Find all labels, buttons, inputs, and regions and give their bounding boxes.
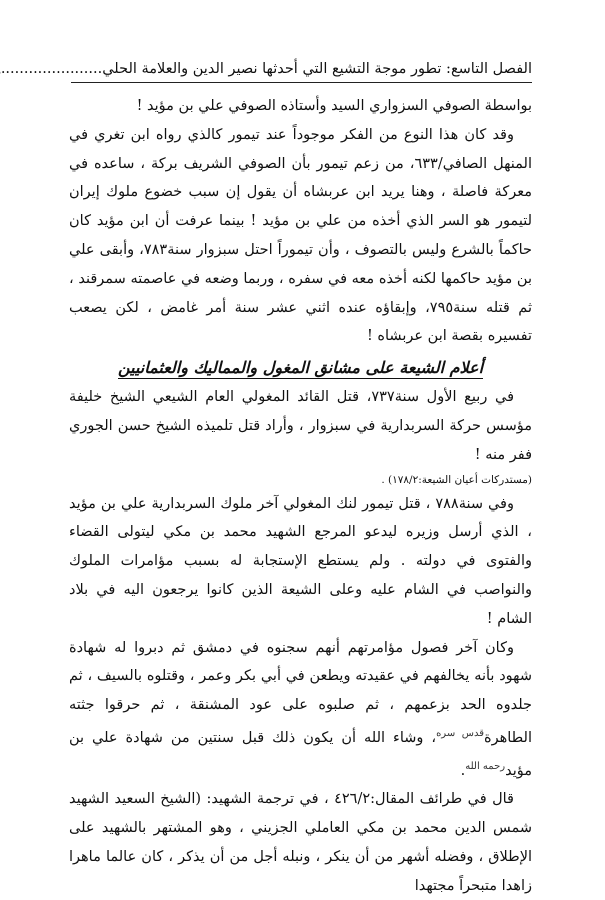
chapter-title: الفصل التاسع: تطور موجة التشيع التي أحدثها نصير الدين والعلامة الحلي...................... <box>1 61 533 77</box>
citation: (مستدركات أعيان الشيعة:١٧٨/٢) . <box>382 473 533 486</box>
salutation-glyph-2: رحمه الله <box>466 760 507 772</box>
page-body <box>70 92 533 900</box>
paragraph-1: بواسطة الصوفي السزواري السيد وأستاذه الصوفي علي بن مؤيد ! <box>137 98 533 114</box>
paragraph-4: وفي سنة٧٨٨ ، قتل تيمور لنك المغولي آخر ملوك السربدارية علي بن مؤيد ، الذي أرسل وزيره ليدعو المرجع الشهيد محمد بن مكي ليتولى القضاء والفتوى في دولته . ولم يستطع الإستجابة له بسبب مؤامرات الملوك والنواصب في الشام عليه وعلى الشيعة الذين كانوا يرجعون اليه في بلاد الشام ! <box>70 495 533 627</box>
header-divider <box>72 82 533 83</box>
paragraph-5-end: . <box>461 762 467 779</box>
section-title <box>70 353 533 383</box>
paragraph-5-continued: ، وشاء الله أن يكون ذلك قبل سنتين من شهادة علي بن مؤيد <box>70 729 533 779</box>
page-header <box>1 58 533 78</box>
paragraph-3: في ربيع الأول سنة٧٣٧، قتل القائد المغولي العام الشيعي الشيخ خليفة مؤسس حركة السربدارية في سبزوار ، وأراد قتل تلميذه الشيخ حسن الجوري ففر منه ! <box>70 389 533 463</box>
page-number <box>0 58 2 78</box>
section-title-text: أعلام الشيعة على مشانق المغول والمماليك والعثمانيين <box>118 358 485 378</box>
paragraph-6: قال في طرائف المقال:٤٢٦/٢ ، في ترجمة الشهيد: (الشيخ السعيد الشهيد شمس الدين محمد بن مكي العاملي الجزيني ، وهو المشتهر بالشهيد على الإطلاق ، وفضله أشهر من أن ينكر ، ونبله أجل من أن يذكر ، كان عالما ماهرا زاهدا متبحراً مجتهدا <box>70 791 533 894</box>
salutation-glyph: قدس سره <box>437 727 485 739</box>
paragraph-5-text: وكان آخر فصول مؤامرتهم أنهم سجنوه في دمشق ثم دبروا له شهادة شهود بأنه يخالفهم في عقيدته ويطعن في أبي بكر وعمر ، وقتلوه بالسيف ، ثم جلدوه الحد بزعمهم ، ثم صلبوه على عود المشنقة ، ثم حرقوا جثته الطاهرة <box>70 639 533 746</box>
paragraph-5 <box>70 634 533 786</box>
paragraph-2: وقد كان هذا النوع من الفكر موجوداً عند تيمور كالذي رواه ابن تغري في المنهل الصافي/٦٣٣، من زعم تيمور بأن الصوفي الشريف بركة ، ساعده في معركة فاصلة ، وهنا يريد ابن عربشاه أن يقول إن سبب خضوع ملوك إيران لتيمور هو السر الذي أخذه من علي بن مؤيد ! بينما عرفت أن ابن مؤيد كان حاكماً بالشرع وليس بالتصوف ، وأن تيموراً احتل سبزوار سنة٧٨٣، وأبقى علي بن مؤيد حاكمها لكنه أخذه معه في سفره ، وربما وضعه في عاصمته سمرقند ، ثم قتله سنة٧٩٥، وإبقاؤه عنده اثني عشر سنة أمر غامض ، لكن يصعب تفسيره بقصة ابن عربشاه ! <box>70 126 533 345</box>
